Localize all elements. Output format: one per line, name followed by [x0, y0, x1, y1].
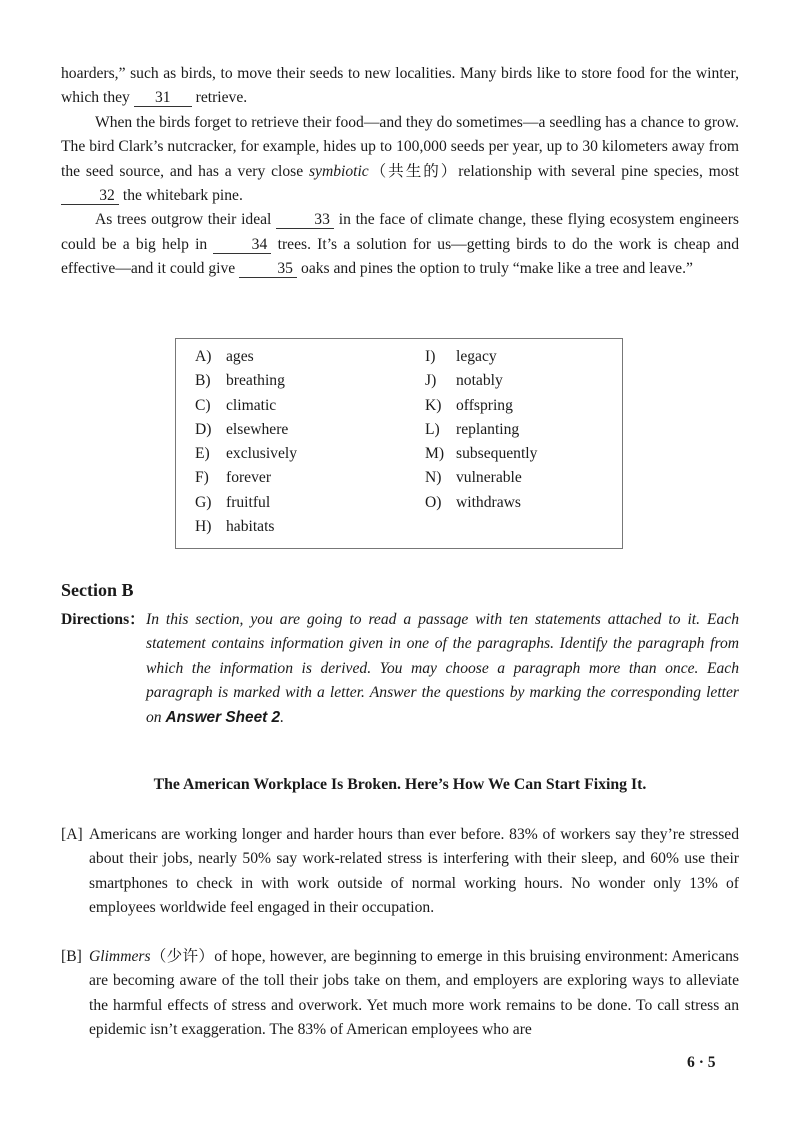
- word-option: H) habitats: [195, 518, 275, 536]
- blank-33[interactable]: 33: [276, 211, 334, 229]
- answer-sheet-label: Answer Sheet 2: [165, 708, 281, 726]
- paragraph-body: Glimmers（少许）of hope, however, are beginning to emerge in this bruising environment: Americans are becoming aware of the toll their jobs take on them, and employers are exploring ways to alleviate the harmful effects of stress and overwork. Yet much more work remains to be done. To call stress an epidemic isn’t exaggeration. The 83% of American employees who are: [89, 948, 739, 1039]
- word-option: F) forever: [195, 469, 272, 487]
- blank-31[interactable]: 31: [134, 89, 192, 107]
- directions-label: Directions：: [61, 611, 145, 628]
- word-option: A) ages: [195, 348, 254, 365]
- word-option: C) climatic: [195, 396, 277, 414]
- paragraph-3: As trees outgrow their ideal 33 in the face of climate change, these flying ecosystem engineers could be a big help in 34 trees. It’s a solution for us—getting birds to do the work is cheap and effective—and it could give 35 oaks and pines the option to truly “make like a tree and leave.”: [61, 211, 740, 278]
- chinese-gloss: （少许）: [150, 948, 215, 965]
- word-bank-left-column: [195, 345, 297, 539]
- word-bank: [175, 338, 623, 549]
- paragraph-label: [B]: [61, 948, 82, 965]
- paragraph-body: Americans are working longer and harder hours than ever before. 83% of workers say they’re stressed about their jobs, nearly 50% say work-related stress is interfering with their sleep, and 60% use their smartphones to check in with work outside of normal working hours. No wonder only 13% of employees worldwide feel engaged in their occupation.: [89, 826, 739, 917]
- word-option: L) replanting: [425, 420, 520, 438]
- paragraph-label: [A]: [61, 826, 83, 843]
- chinese-gloss: （共生的）: [368, 162, 459, 180]
- word-option: B) breathing: [195, 372, 285, 390]
- directions-text: In this section, you are going to read a passage with ten statements attached to it. Each statement contains information given in one of the paragraphs. Identify the paragraph from which the information is derived. You may choose a paragraph more than once. Each paragraph is marked with a letter. Answer the questions by marking the corresponding letter on Answer Sheet 2.: [146, 611, 739, 726]
- word-option: D) elsewhere: [195, 420, 289, 438]
- word-option: J) notably: [425, 372, 503, 390]
- word-option: O) withdraws: [425, 493, 521, 511]
- blank-35[interactable]: 35: [239, 260, 297, 278]
- blank-34[interactable]: 34: [213, 236, 271, 254]
- word-option: K) offspring: [425, 396, 513, 414]
- word-option: N) vulnerable: [425, 469, 522, 487]
- section-b-heading: Section B: [61, 580, 134, 600]
- section-a-passage: [61, 62, 739, 282]
- blank-32[interactable]: 32: [61, 187, 119, 205]
- word-bank-right-column: [425, 345, 537, 515]
- paragraph-1: hoarders,” such as birds, to move their seeds to new localities. Many birds like to store food for the winter, which they 31 retrieve.: [61, 65, 739, 107]
- paragraph-a: [61, 823, 739, 921]
- word-option: G) fruitful: [195, 493, 271, 511]
- paragraph-2: When the birds forget to retrieve their food—and they do sometimes—a seedling has a chance to grow. The bird Clark’s nutcracker, for example, hides up to 100,000 seeds per year, up to 30 kilometers away from the seed source, and has a very close symbiotic（共生的）relationship with several pine species, most 32 the whitebark pine.: [61, 113, 740, 205]
- passage-title: The American Workplace Is Broken. Here’s How We Can Start Fixing It.: [153, 776, 647, 793]
- paragraph-b: [61, 945, 739, 1043]
- page-number: 6 · 5: [687, 1054, 716, 1071]
- word-option: M) subsequently: [425, 445, 538, 463]
- symbiotic-word: symbiotic: [308, 162, 369, 180]
- word-option: E) exclusively: [195, 445, 298, 463]
- word-option: I) legacy: [425, 348, 497, 365]
- glimmers-word: Glimmers: [89, 948, 151, 965]
